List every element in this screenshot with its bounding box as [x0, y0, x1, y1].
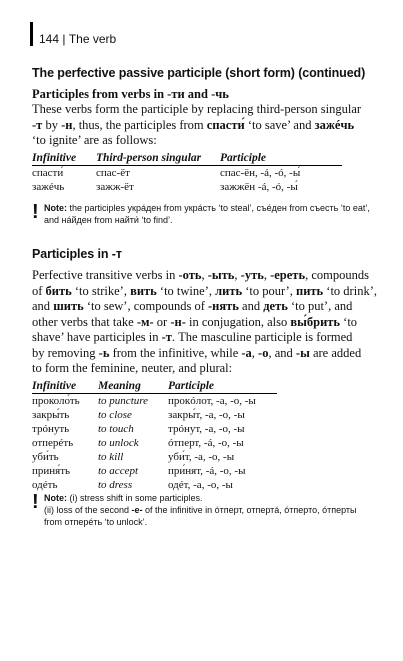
russian-word: съéден [256, 203, 287, 213]
note-label: Note: [44, 203, 67, 213]
russian-word: вы́брить [290, 314, 341, 329]
text: ‘to twine’, [156, 283, 216, 298]
text: the participles [67, 203, 128, 213]
suffix: -м- [136, 314, 154, 329]
cell-third-person: спас-ёт [96, 167, 130, 179]
table-row [32, 464, 277, 478]
col-header: Infinitive [32, 380, 98, 394]
para-line [32, 330, 377, 346]
text: of the infinitive in [142, 505, 215, 515]
text: , [234, 268, 241, 282]
text: , and [268, 345, 296, 360]
note-line [44, 492, 357, 504]
text: or [153, 314, 171, 329]
suffix: -уть [240, 268, 264, 282]
text: ‘to [340, 314, 358, 329]
col-header: Meaning [98, 380, 168, 394]
col-header: Infinitive [32, 152, 96, 166]
para-line [32, 118, 372, 134]
text: ‘to drink’, [323, 283, 377, 298]
table-ti-chj [32, 152, 342, 194]
header-separator: | [59, 32, 69, 46]
text: ‘to save’ and [244, 117, 315, 132]
text: These verbs form the participle by replacing third-person singular [32, 102, 362, 116]
text: from [286, 203, 310, 213]
text: , [251, 345, 259, 360]
russian-word: óтперт, отпертá, óтперто, óтперты [214, 505, 357, 515]
text: ‘to eat’, and [44, 203, 370, 225]
text: by removing [32, 345, 99, 360]
text: from [44, 517, 65, 527]
russian-word: найти́ [114, 215, 139, 225]
text: from [91, 215, 115, 225]
running-header [30, 20, 116, 46]
text: ‘to steal’, [216, 203, 257, 213]
suffix: -т [161, 330, 172, 344]
russian-word: бить [45, 283, 72, 298]
cell-participle: уби́т, -а, -о, -ы [168, 451, 235, 463]
exclamation-icon: ! [32, 201, 39, 223]
russian-word: съесть [309, 203, 339, 213]
text: Perfective transitive verbs in [32, 268, 179, 282]
cell-infinitive: уби́ть [32, 451, 59, 463]
text: ‘to sew’, compounds of [83, 299, 208, 313]
para-line [32, 102, 372, 118]
text: , [263, 268, 271, 282]
cell-participle: трóнут, -а, -о, -ы [168, 423, 245, 435]
section-title: The perfective passive participle (short form) (continued) [32, 66, 366, 80]
table-row [32, 422, 277, 436]
suffix: -ь [98, 345, 110, 360]
subsection-title-ti-chj: Participles from verbs in -ти and -чь [32, 87, 229, 101]
note-line [44, 516, 357, 528]
para-line [32, 268, 377, 284]
para-line [32, 284, 377, 300]
suffix: -е- [131, 505, 143, 515]
cell-infinitive: трóнуть [32, 423, 70, 435]
russian-word: деть [263, 299, 288, 313]
header-section: The verb [68, 32, 117, 46]
table-row [32, 394, 277, 409]
suffix: -ы [295, 345, 310, 360]
suffix: -ереть [270, 268, 306, 282]
cell-infinitive: приня́ть [32, 465, 71, 477]
suffix: -нять [208, 299, 239, 313]
cell-participle: одéт, -а, -о, -ы [168, 479, 233, 491]
cell-participle: прокóлот, -а, -о, -ы [168, 395, 256, 407]
cell-infinitive: одéть [32, 479, 58, 491]
cell-meaning: to dress [98, 479, 133, 491]
text: (i) stress shift in some participles. [67, 493, 203, 503]
col-header: Participle [220, 152, 342, 166]
cell-infinitive: отперéть [32, 437, 74, 449]
cell-meaning: to puncture [98, 395, 148, 407]
para-line [32, 299, 377, 315]
paragraph-t [32, 268, 377, 377]
text: ‘to put’, and [287, 299, 353, 313]
text: of [32, 283, 46, 298]
russian-word: укрáден [127, 203, 162, 213]
cell-participle: спас-ён, -á, -ó, -ы́ [220, 167, 301, 179]
table-row [32, 166, 342, 181]
paragraph-ti-chj [32, 102, 372, 149]
text: ‘to pour’, [242, 283, 297, 298]
russian-word: укрáсть [184, 203, 216, 213]
exclamation-icon: ! [32, 491, 39, 513]
table-header-row [32, 380, 277, 394]
cell-meaning: to close [98, 409, 132, 421]
text: to form the feminine, neuter, and plural: [32, 361, 233, 375]
note-1 [32, 202, 377, 226]
text: ‘to unlock’. [102, 517, 148, 527]
suffix: -о [258, 345, 269, 360]
cell-infinitive: проколо́ть [32, 395, 80, 407]
text: (ii) loss of the second [44, 505, 132, 515]
russian-word: пить [296, 283, 324, 298]
cell-infinitive: зажéчь [32, 181, 65, 193]
table-row [32, 436, 277, 450]
table-t [32, 380, 277, 492]
suffix: -ыть [207, 268, 235, 282]
cell-meaning: to unlock [98, 437, 139, 449]
note-text [44, 492, 357, 528]
para-line [32, 133, 372, 149]
russian-word: отперéть [64, 517, 103, 527]
russian-word: вить [130, 283, 157, 298]
text: , thus, the participles from [72, 117, 207, 132]
col-header: Participle [168, 380, 277, 394]
note-label: Note: [44, 493, 67, 503]
col-header: Third-person singular [96, 152, 220, 166]
table-row [32, 478, 277, 492]
page-number: 144 [39, 32, 60, 46]
cell-meaning: to kill [98, 451, 124, 463]
cell-participle: закры́т, -а, -о, -ы [168, 409, 245, 421]
cell-participle: при́нят, -á, -о, -ы [168, 465, 246, 477]
text: . The masculine participle is formed [171, 330, 353, 344]
russian-word: нáйден [61, 215, 92, 225]
text: ‘to ignite’ are as follows: [32, 133, 157, 147]
text: , [201, 268, 208, 282]
table-row [32, 180, 342, 194]
suffix: -а [241, 345, 252, 360]
text: , compounds [305, 268, 369, 282]
suffix: -н [61, 117, 73, 132]
note-2 [32, 492, 377, 528]
cell-participle: зажжён -á, -ó, -ы́ [220, 181, 298, 193]
text: and [32, 299, 54, 313]
text: from the infinitive, while [109, 345, 242, 360]
note-line [44, 504, 357, 516]
text: shave’ have participles in [32, 330, 162, 344]
para-line [32, 361, 377, 377]
table-row [32, 408, 277, 422]
cell-meaning: to accept [98, 465, 139, 477]
cell-meaning: to touch [98, 423, 134, 435]
cell-participle: óтперт, -á, -о, -ы [168, 437, 244, 449]
para-line [32, 346, 377, 362]
suffix: -оть [178, 268, 202, 282]
text: from [161, 203, 185, 213]
text: and [238, 299, 264, 313]
russian-word: шить [53, 299, 84, 313]
cell-infinitive: закры́ть [32, 409, 70, 421]
russian-word: зажéчь [314, 117, 355, 132]
text: ‘to find’. [138, 215, 173, 225]
cell-third-person: зажж-ёт [96, 181, 134, 193]
suffix: -т [32, 117, 43, 132]
text: by [42, 117, 62, 132]
suffix: -н- [170, 314, 186, 329]
russian-word: спасти́ [206, 117, 245, 132]
subsection-title-t: Participles in -т [32, 247, 122, 261]
text: in conjugation, also [185, 314, 291, 329]
table-header-row [32, 152, 342, 166]
text: ‘to strike’, [71, 283, 131, 298]
note-text [44, 202, 377, 226]
para-line [32, 315, 377, 331]
table-row [32, 450, 277, 464]
text: other verbs that take [32, 314, 137, 329]
header-rule [30, 22, 33, 46]
russian-word: лить [215, 283, 243, 298]
text: are added [309, 345, 362, 360]
cell-infinitive: спасти́ [32, 167, 64, 179]
